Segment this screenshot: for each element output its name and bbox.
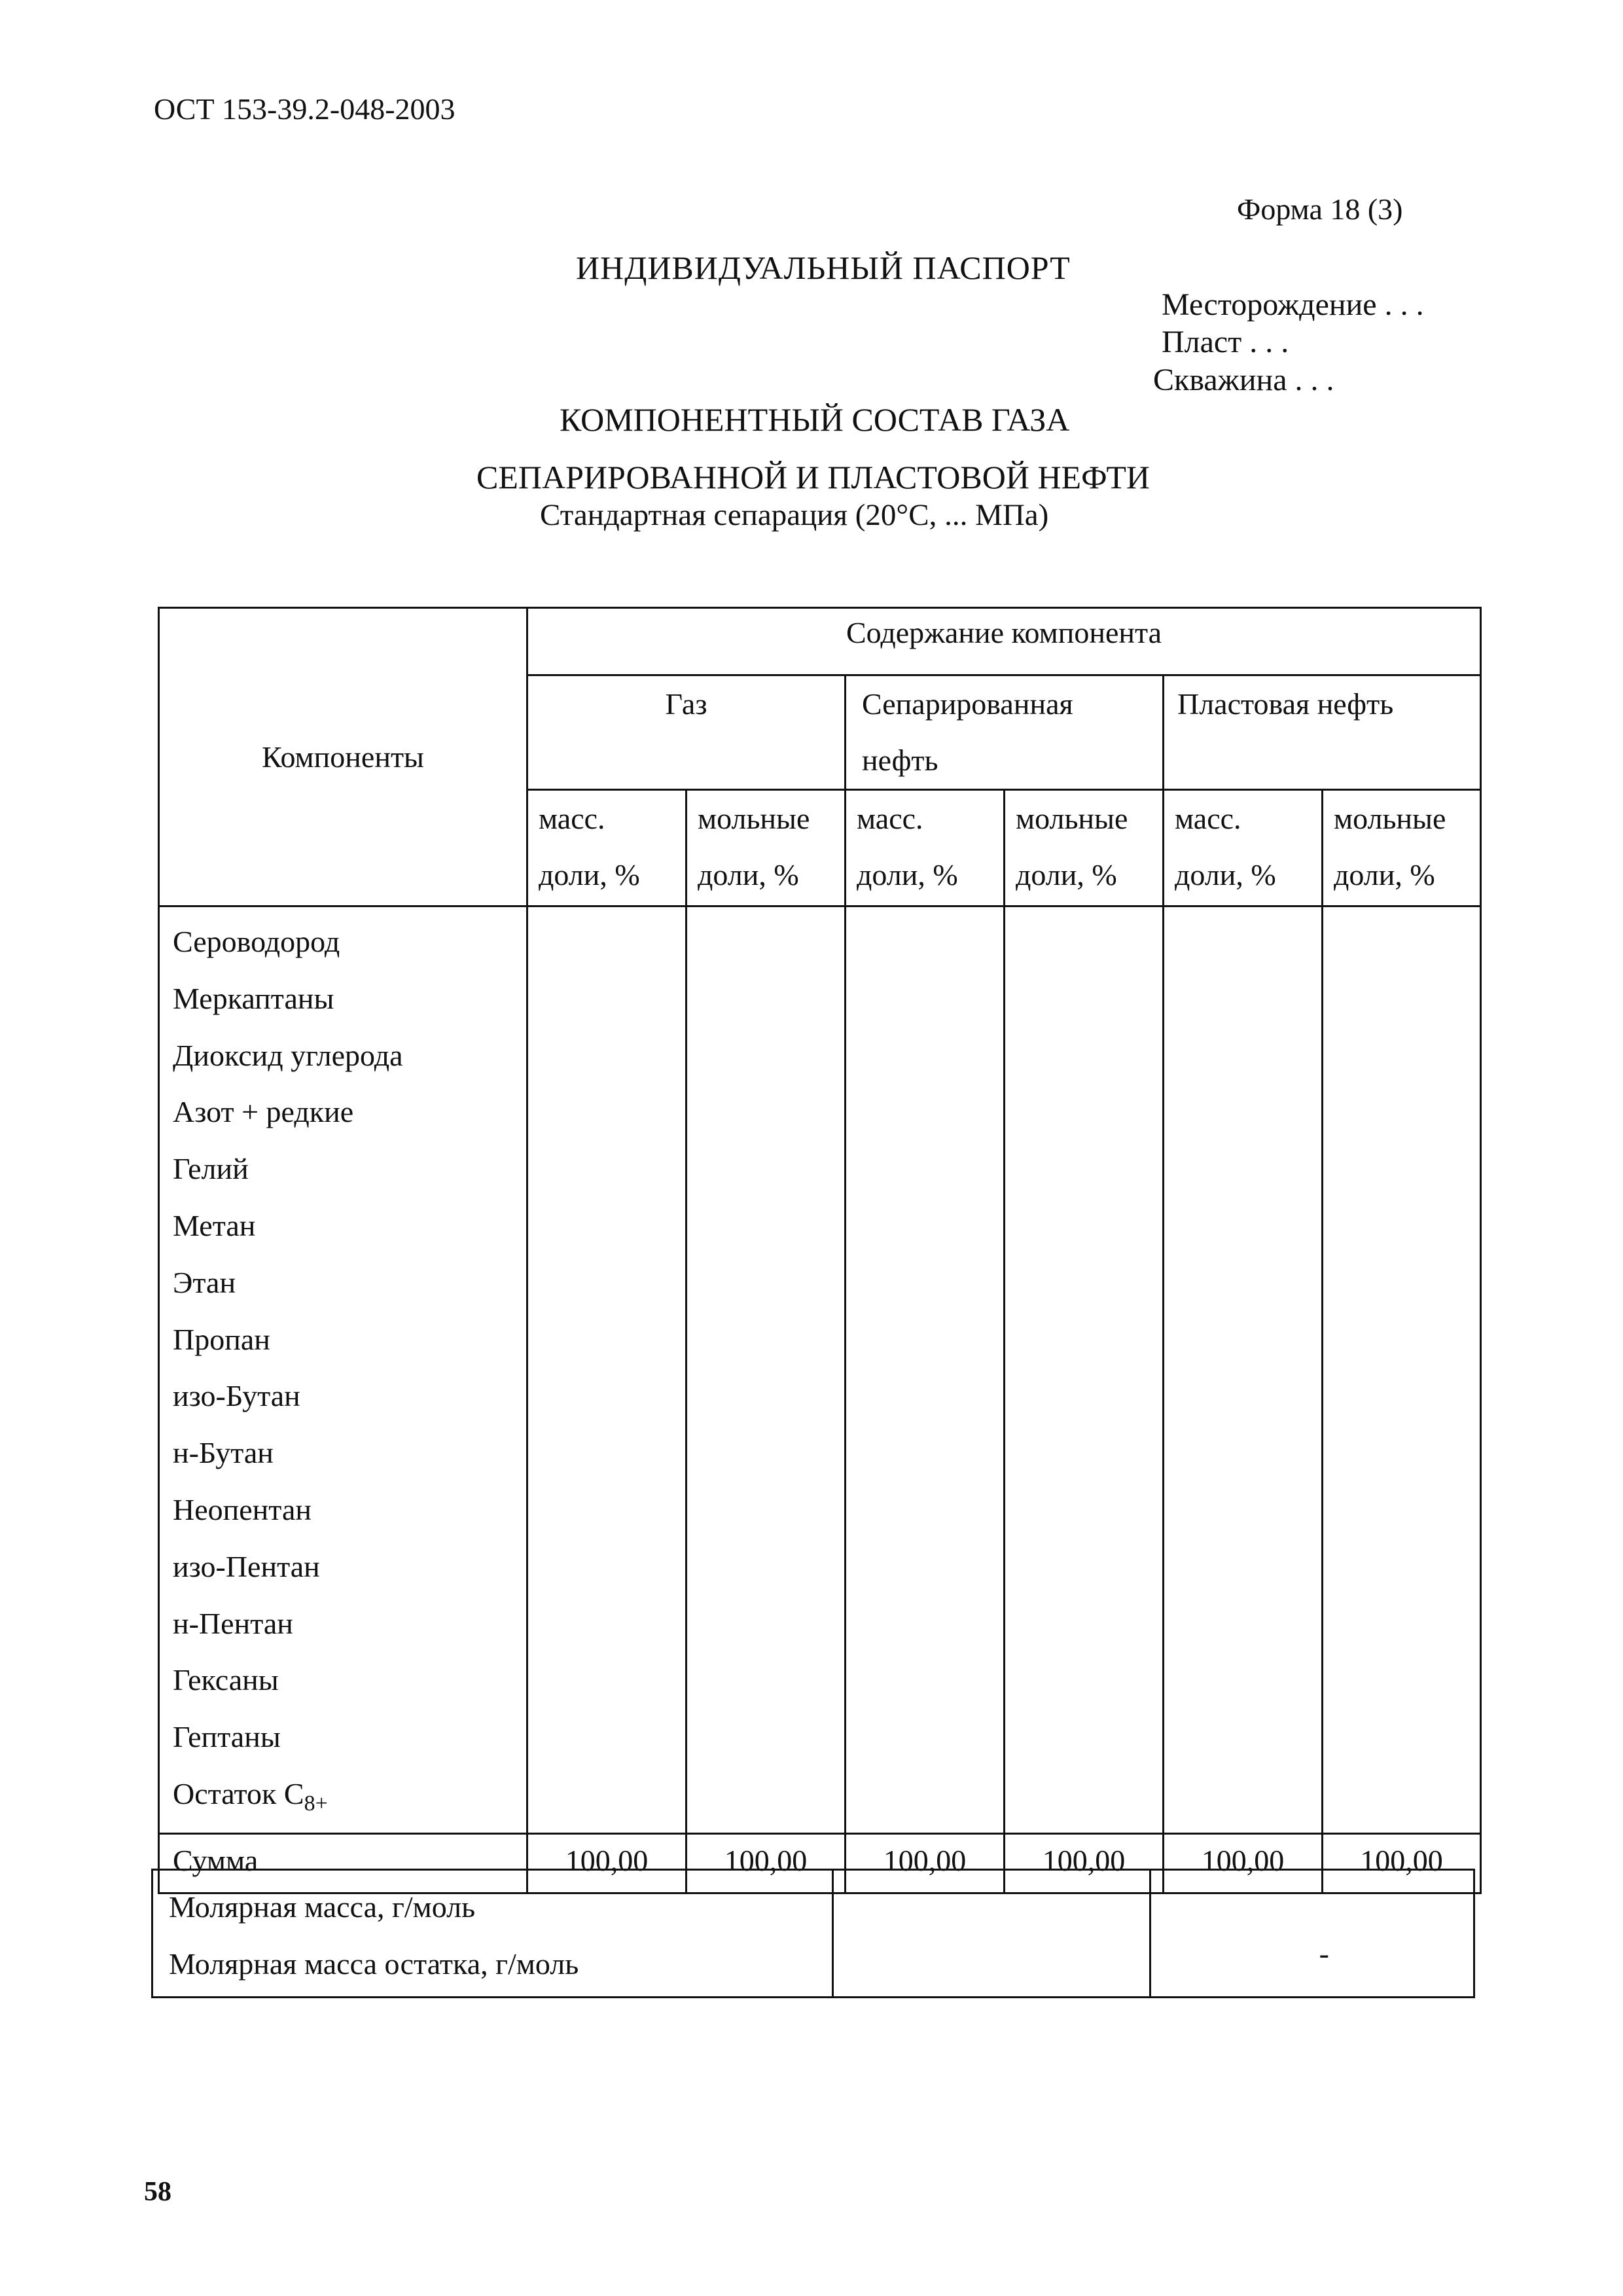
component-item: Гелий [173, 1152, 249, 1186]
page-number: 58 [144, 2177, 171, 2207]
sum-value: 100,00 [527, 1833, 687, 1893]
component-item: изо-Пентан [173, 1549, 320, 1583]
sum-value: 100,00 [1005, 1833, 1164, 1893]
sum-label: Сумма [159, 1833, 527, 1893]
component-item: Метан [173, 1208, 256, 1242]
document-code: ОСТ 153-39.2-048-2003 [154, 92, 455, 126]
sum-value: 100,00 [1323, 1833, 1481, 1893]
molar-mass-residue-label: Молярная масса остатка, г/моль [169, 1947, 579, 1981]
component-item: Неопентан [173, 1492, 312, 1526]
col-res-molar: мольные доли, % [1323, 790, 1481, 906]
col-sep-mass: масс. доли, % [846, 790, 1005, 906]
field-well: Скважина . . . [1153, 363, 1334, 397]
composition-table [158, 607, 1482, 1894]
field-deposit: Месторождение . . . [1162, 287, 1424, 322]
col-gas-molar: мольные доли, % [687, 790, 846, 906]
group-reservoir-oil: Пластовая нефть [1164, 675, 1481, 790]
molar-mass-labels [152, 1870, 833, 1998]
sum-value: 100,00 [687, 1833, 846, 1893]
molar-mass-table [151, 1869, 1475, 1998]
component-item-residue: Остаток $С_{8+}$ [173, 1776, 328, 1816]
subtitle-oil: СЕПАРИРОВАННОЙ И ПЛАСТОВОЙ НЕФТИ [476, 459, 1150, 495]
component-item: Азот + редкие [173, 1095, 354, 1129]
form-number: Форма 18 (3) [1237, 192, 1403, 226]
col-res-mass: масс. доли, % [1164, 790, 1323, 906]
molar-mass-label: Молярная масса, г/моль [169, 1890, 476, 1924]
component-item: Гептаны [173, 1720, 281, 1754]
component-item: Этан [173, 1265, 236, 1299]
molar-mass-res-oil-cell[interactable] [1150, 1870, 1474, 1998]
component-list [159, 906, 527, 1834]
content-header: Содержание компонента [527, 608, 1481, 675]
data-cell-gas-molar[interactable] [687, 906, 846, 1834]
dash-mark: - [1319, 1937, 1329, 1970]
group-separated-oil: Сепарированная нефть [846, 675, 1164, 790]
component-item: Пропан [173, 1322, 270, 1356]
component-item: Диоксид углерода [173, 1038, 403, 1072]
data-cell-sep-molar[interactable] [1005, 906, 1164, 1834]
component-item: Сероводород [173, 925, 340, 958]
field-layer: Пласт . . . [1162, 325, 1289, 359]
components-header: Компоненты [159, 608, 527, 906]
component-item: Гексаны [173, 1663, 279, 1697]
sum-value: 100,00 [846, 1833, 1005, 1893]
subtitle-composition: КОМПОНЕНТНЫЙ СОСТАВ ГАЗА [560, 401, 1070, 438]
page-title: ИНДИВИДУАЛЬНЫЙ ПАСПОРТ [576, 249, 1071, 286]
group-gas: Газ [527, 675, 846, 790]
data-cell-res-mass[interactable] [1164, 906, 1323, 1834]
col-gas-mass: масс. доли, % [527, 790, 687, 906]
data-cell-res-molar[interactable] [1323, 906, 1481, 1834]
component-item: изо-Бутан [173, 1379, 300, 1413]
data-cell-sep-mass[interactable] [846, 906, 1005, 1834]
component-item: н-Бутан [173, 1436, 274, 1470]
data-cell-gas-mass[interactable] [527, 906, 687, 1834]
col-sep-molar: мольные доли, % [1005, 790, 1164, 906]
component-item: Меркаптаны [173, 981, 334, 1015]
sum-value: 100,00 [1164, 1833, 1323, 1893]
component-item: н-Пентан [173, 1606, 293, 1640]
molar-mass-sep-oil-cell[interactable] [833, 1870, 1150, 1998]
subtitle-separation: Стандартная сепарация (20°С, ... МПа) [540, 498, 1049, 532]
